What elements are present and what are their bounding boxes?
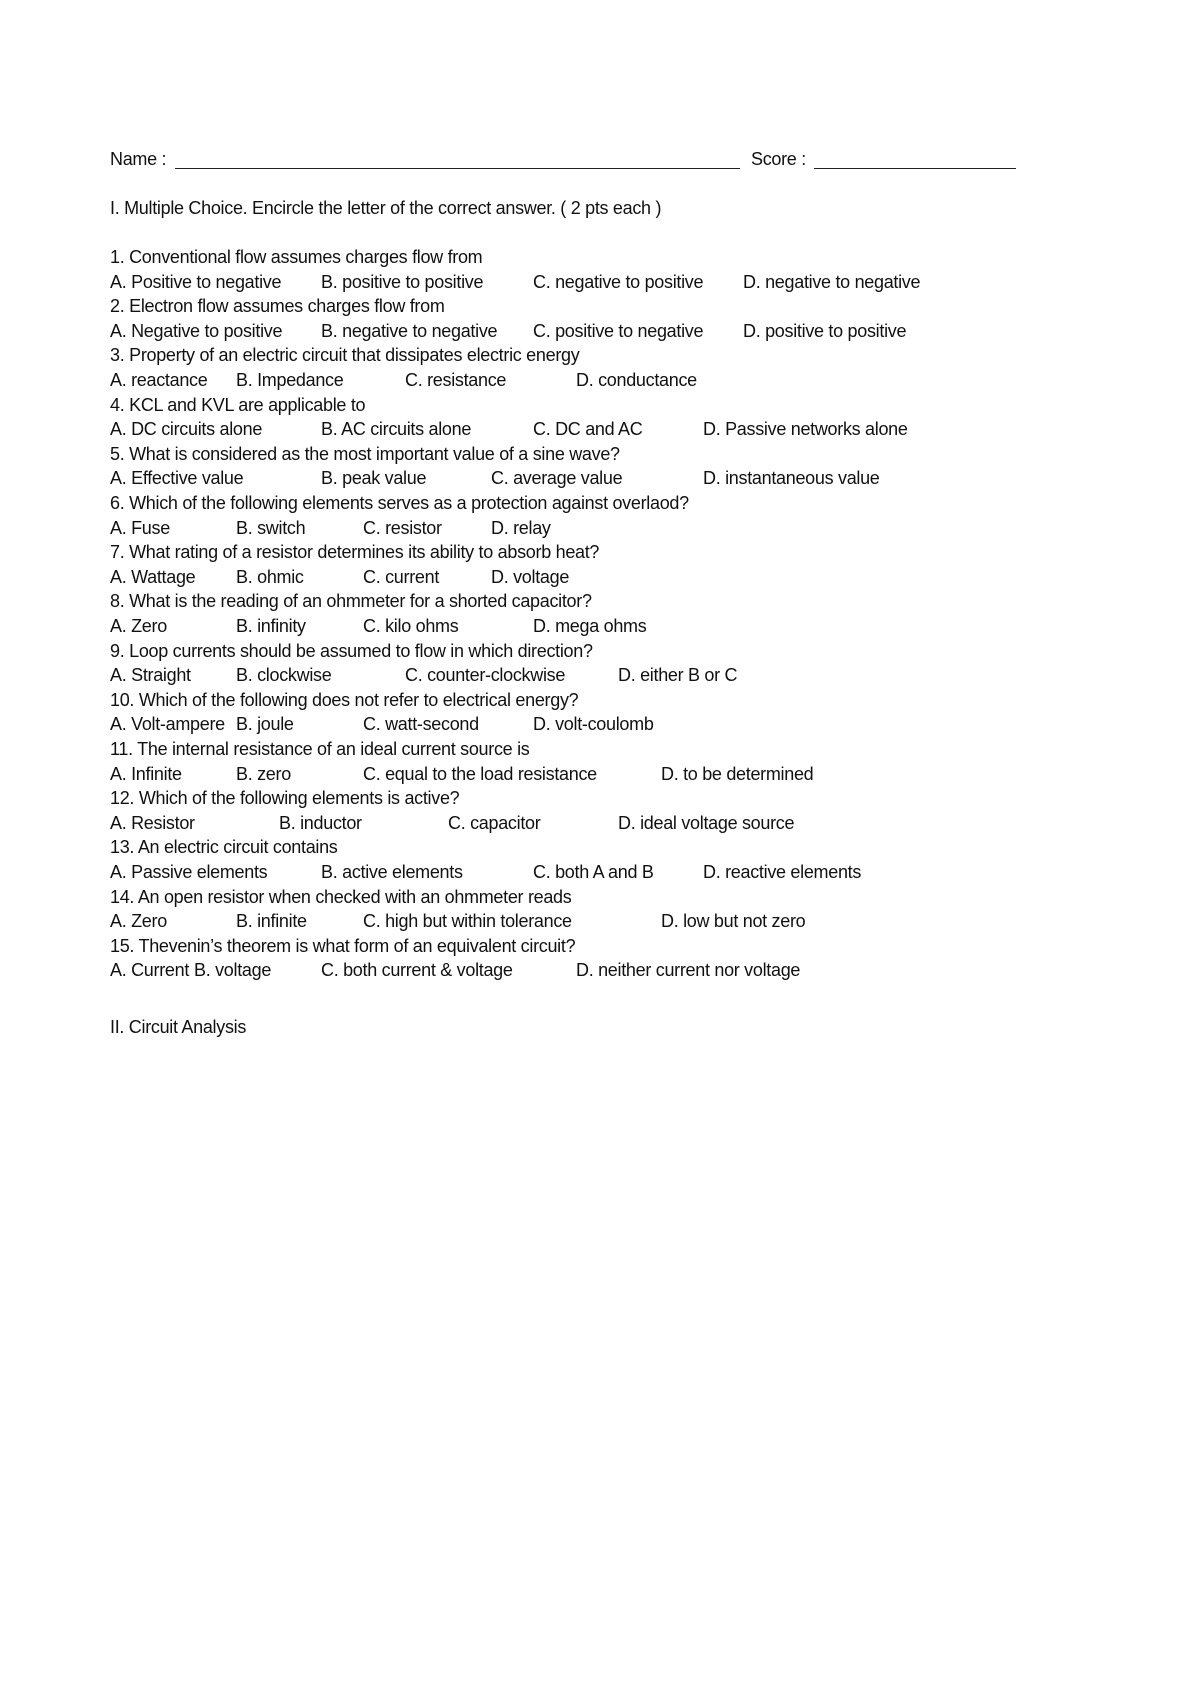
question-15-options	[0, 958, 1200, 982]
question-8-options	[0, 614, 1200, 638]
question-8-text: 8. What is the reading of an ohmmeter for a shorted capacitor?	[110, 591, 592, 612]
question-12-option-b[interactable]: B. inductor	[279, 812, 362, 833]
question-9-option-a[interactable]: A. Straight	[110, 665, 191, 686]
header-row	[110, 147, 1020, 171]
name-blank-line[interactable]	[175, 168, 740, 169]
question-1-text: 1. Conventional flow assumes charges flow from	[110, 247, 483, 267]
question-2-option-c[interactable]: C. positive to negative	[533, 320, 704, 341]
question-1-options	[0, 270, 1200, 294]
question-7-option-a[interactable]: A. Wattage	[110, 566, 196, 587]
question-7-text: 7. What rating of a resistor determines its ability to absorb heat?	[110, 542, 600, 563]
question-2-option-d[interactable]: D. positive to positive	[743, 320, 907, 341]
question-9-options	[0, 663, 1200, 687]
question-5-options	[0, 466, 1200, 490]
question-4-option-c[interactable]: C. DC and AC	[533, 419, 643, 440]
question-2-options	[0, 319, 1200, 343]
question-11-option-a[interactable]: A. Infinite	[110, 763, 182, 784]
question-3-option-b[interactable]: B. Impedance	[236, 370, 344, 390]
score-label: Score :	[751, 149, 806, 169]
question-1-option-a[interactable]: A. Positive to negative	[110, 271, 282, 292]
question-12-text: 12. Which of the following elements is active?	[110, 788, 460, 809]
question-13-options	[0, 860, 1200, 884]
question-8-option-a[interactable]: A. Zero	[110, 616, 167, 636]
question-5-option-a[interactable]: A. Effective value	[110, 468, 244, 489]
question-6-option-b[interactable]: B. switch	[236, 517, 306, 538]
question-6-options	[0, 516, 1200, 540]
question-10-option-c[interactable]: C. watt-second	[363, 714, 479, 735]
question-10-option-a[interactable]: A. Volt-ampere	[110, 714, 225, 735]
question-3-text: 3. Property of an electric circuit that dissipates electric energy	[110, 345, 580, 366]
question-4-option-b[interactable]: B. AC circuits alone	[321, 419, 472, 440]
question-14-option-d[interactable]: D. low but not zero	[661, 911, 806, 932]
question-11-option-b[interactable]: B. zero	[236, 763, 291, 784]
question-15-option-c[interactable]: C. both current & voltage	[321, 960, 513, 981]
question-15-option-d[interactable]: D. neither current nor voltage	[576, 960, 801, 981]
question-9-option-c[interactable]: C. counter-clockwise	[405, 665, 566, 686]
question-4-text: 4. KCL and KVL are applicable to	[110, 394, 366, 415]
question-12-option-d[interactable]: D. ideal voltage source	[618, 812, 795, 833]
section-1-title: I. Multiple Choice. Encircle the letter of the correct answer. ( 2 pts each )	[110, 198, 662, 218]
question-3-option-d[interactable]: D. conductance	[576, 370, 697, 390]
question-14-options	[0, 909, 1200, 933]
question-12-option-a[interactable]: A. Resistor	[110, 812, 195, 833]
question-3-options	[0, 368, 1200, 392]
question-1-option-b[interactable]: B. positive to positive	[321, 271, 484, 292]
question-5-option-d[interactable]: D. instantaneous value	[703, 468, 880, 489]
question-14-option-b[interactable]: B. infinite	[236, 911, 307, 932]
question-7-option-c[interactable]: C. current	[363, 566, 440, 587]
question-9-text: 9. Loop currents should be assumed to flow in which direction?	[110, 640, 593, 661]
question-11-option-c[interactable]: C. equal to the load resistance	[363, 763, 597, 784]
question-14-option-a[interactable]: A. Zero	[110, 911, 167, 932]
question-13-option-d[interactable]: D. reactive elements	[703, 862, 862, 882]
question-11-option-d[interactable]: D. to be determined	[661, 763, 814, 784]
question-15-text: 15. Thevenin’s theorem is what form of an equivalent circuit?	[110, 935, 576, 956]
question-4-options	[0, 417, 1200, 441]
question-15-option-b[interactable]: B. voltage	[194, 960, 272, 981]
question-7-option-d[interactable]: D. voltage	[491, 566, 570, 587]
question-6-option-c[interactable]: C. resistor	[363, 517, 442, 538]
question-3-option-c[interactable]: C. resistance	[405, 370, 507, 390]
question-1-option-d[interactable]: D. negative to negative	[743, 271, 921, 292]
question-10-option-b[interactable]: B. joule	[236, 714, 294, 735]
question-2-option-b[interactable]: B. negative to negative	[321, 320, 498, 341]
question-4-option-d[interactable]: D. Passive networks alone	[703, 419, 908, 440]
question-10-option-d[interactable]: D. volt-coulomb	[533, 714, 654, 735]
question-8-option-d[interactable]: D. mega ohms	[533, 616, 647, 636]
question-9-option-d[interactable]: D. either B or C	[618, 665, 738, 686]
score-blank-line[interactable]	[814, 168, 1016, 169]
question-12-option-c[interactable]: C. capacitor	[448, 812, 541, 833]
name-label: Name :	[110, 149, 167, 169]
question-2-text: 2. Electron flow assumes charges flow from	[110, 296, 445, 317]
question-12-options	[0, 811, 1200, 835]
question-6-text: 6. Which of the following elements serves as a protection against overlaod?	[110, 493, 689, 513]
question-14-option-c[interactable]: C. high but within tolerance	[363, 911, 572, 932]
question-1-option-c[interactable]: C. negative to positive	[533, 271, 704, 292]
question-13-option-c[interactable]: C. both A and B	[533, 862, 654, 882]
question-15-option-a[interactable]: A. Current	[110, 960, 190, 981]
question-9-option-b[interactable]: B. clockwise	[236, 665, 332, 686]
question-7-options	[0, 565, 1200, 589]
question-3-option-a[interactable]: A. reactance	[110, 370, 208, 390]
question-10-options	[0, 712, 1200, 736]
question-2-option-a[interactable]: A. Negative to positive	[110, 320, 283, 341]
question-5-text: 5. What is considered as the most important value of a sine wave?	[110, 443, 620, 464]
question-13-option-a[interactable]: A. Passive elements	[110, 862, 268, 882]
question-14-text: 14. An open resistor when checked with an ohmmeter reads	[110, 886, 572, 907]
question-6-option-a[interactable]: A. Fuse	[110, 517, 170, 538]
question-5-option-b[interactable]: B. peak value	[321, 468, 427, 489]
question-5-option-c[interactable]: C. average value	[491, 468, 623, 489]
question-8-option-c[interactable]: C. kilo ohms	[363, 616, 459, 636]
question-13-text: 13. An electric circuit contains	[110, 837, 338, 858]
question-8-option-b[interactable]: B. infinity	[236, 616, 306, 636]
question-4-option-a[interactable]: A. DC circuits alone	[110, 419, 263, 440]
question-13-option-b[interactable]: B. active elements	[321, 862, 463, 882]
section-2-title: II. Circuit Analysis	[110, 1017, 247, 1037]
question-7-option-b[interactable]: B. ohmic	[236, 566, 304, 587]
question-10-text: 10. Which of the following does not refer to electrical energy?	[110, 689, 579, 710]
question-11-options	[0, 762, 1200, 786]
question-11-text: 11. The internal resistance of an ideal current source is	[110, 739, 530, 759]
question-6-option-d[interactable]: D. relay	[491, 517, 551, 538]
